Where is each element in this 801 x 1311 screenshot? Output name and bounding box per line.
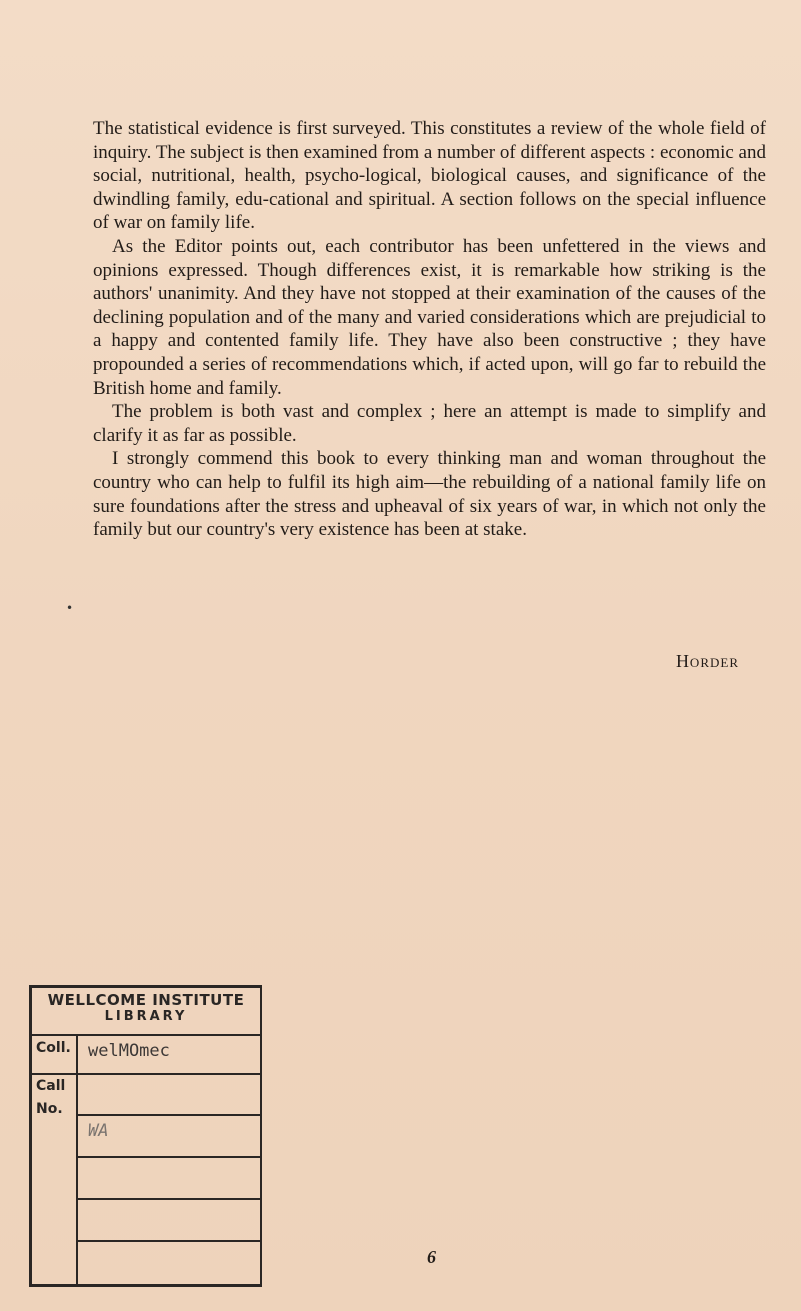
stamp-subtitle: LIBRARY [104,1009,188,1024]
signature: Horder [675,651,739,671]
stamp-title: WELLCOME INSTITUTE [47,991,245,1009]
stamp-header [32,988,260,1036]
stamp-coll-value: welMOmec [88,1041,170,1061]
paragraph-4: I strongly commend this book to every thinking man and woman throughout the country who can help to fulfil its high aim—the rebuilding of a national family life on sure foundations after the stress and upheaval of six years of war, in which not only the family but our country's very existence has been at stake. [93,448,766,541]
stamp-coll-label: Coll. [36,1040,71,1056]
stamp-label-divider [32,1073,76,1075]
page-number: 6 [427,1247,436,1267]
stamp-call-label: Call [36,1078,66,1094]
stamp-row-line [76,1240,260,1242]
stamp-column-divider [76,1034,78,1284]
stamp-no-label: No. [36,1101,63,1117]
stamp-row-line [76,1114,260,1116]
paragraph-3: The problem is both vast and complex ; here an attempt is made to simplify and clarify it as far as possible. [93,401,766,446]
body-text [93,117,766,542]
margin-dot: • [66,601,74,615]
stamp-row-line [76,1198,260,1200]
stamp-call-value: WA [88,1121,109,1141]
paragraph-2: As the Editor points out, each contributor has been unfettered in the views and opinions expressed. Though differences exist, it is remarkable how striking is the authors' unanimity. And they have not stopped at their examination of the causes of the declining population and of the many and varied considerations which are prejudicial to a happy and contented family life. They have also been constructive ; they have propounded a series of recommendations which, if acted upon, will go far to rebuild the British home and family. [93,235,766,399]
stamp-row-line [76,1073,260,1075]
paragraph-1: The statistical evidence is first surveyed. This constitutes a review of the whole field of inquiry. The subject is then examined from a number of different aspects : economic and social, nutritional, health, psycho-logical, biological causes, and significance of the dwindling family, edu-cational and spiritual. A section follows on the special influence of war on family life. [93,118,766,234]
stamp-row-line [76,1156,260,1158]
library-stamp [29,985,262,1287]
